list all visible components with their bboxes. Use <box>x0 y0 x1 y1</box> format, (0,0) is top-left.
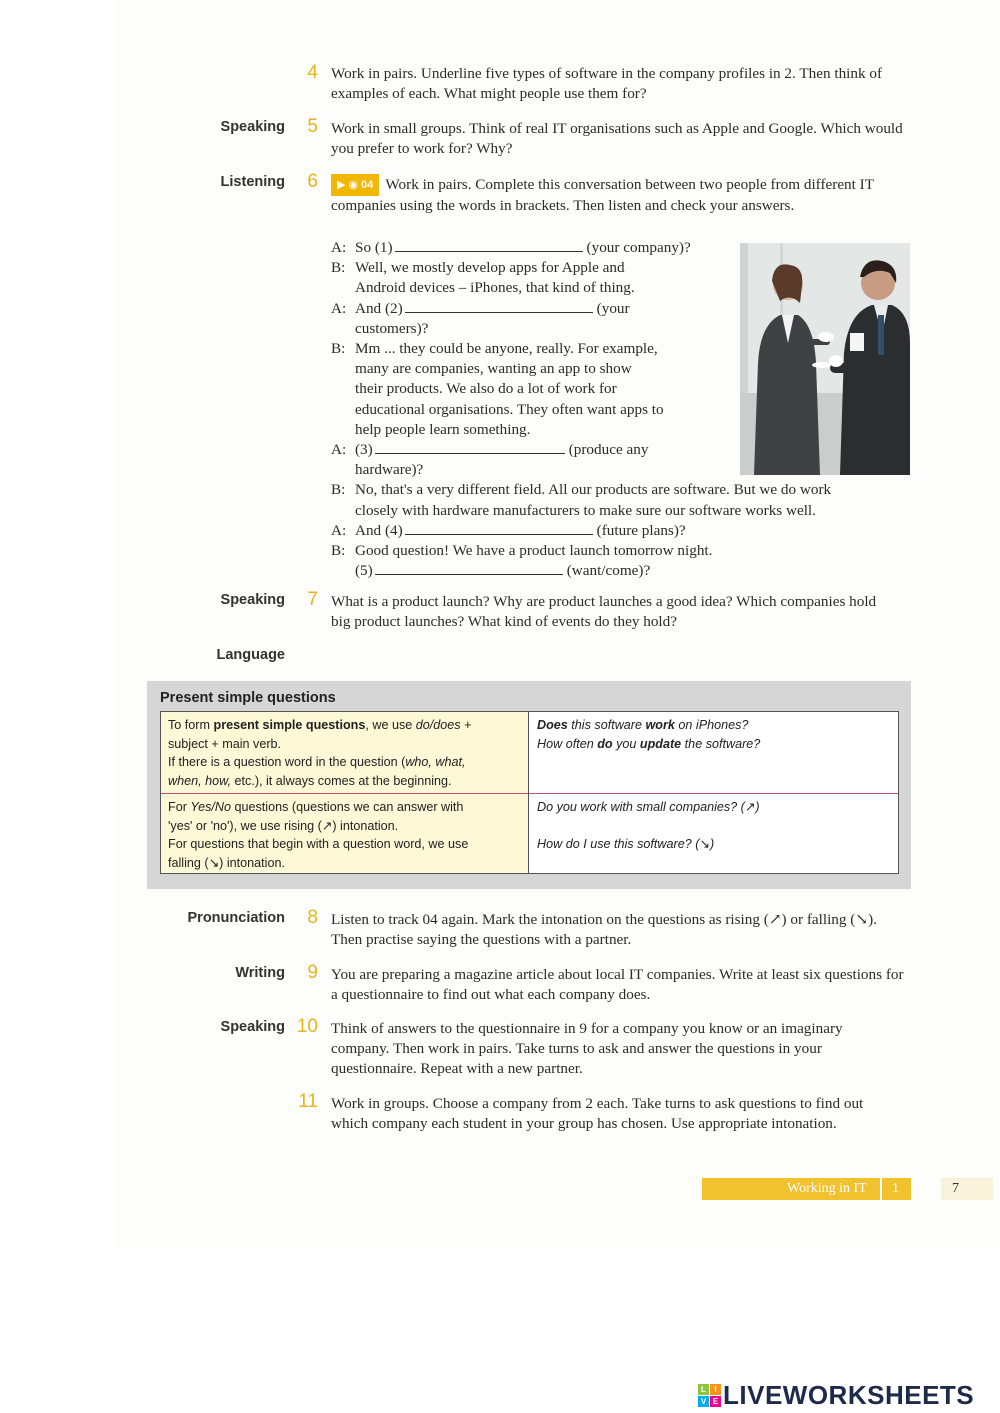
exercise-9-label: Writing <box>235 965 285 981</box>
dialogue-line: B: Mm ... they could be anyone, really. For example, <box>331 340 658 358</box>
answer-blank-5[interactable] <box>375 562 563 575</box>
grammar-box-title: Present simple questions <box>160 690 336 706</box>
exercise-6-text: ▶ ◉ 04 Work in pairs. Complete this conversation between two people from different IT companies using the words in brackets. Then listen and check your answers. <box>331 176 874 214</box>
conversation: A: So (1) (your company)? B: Well, we mostly develop apps for Apple and Android devices – iPhones, that kind of thing. A: And (2) (your customers)? B: Mm ... they could be anyone, really. For example, many are companies, wanting an app to show their products. We also do a lot of work for educational organisations. They often want apps to help people learn something. A: (3) (produce any hardware)? B: No, that's a very different field. All our products are software. But we do work closely with hardware manufacturers to make sure our software works well. A: And (4) (future plans)? B: Good question! We have a product launch tomorrow night. (5) (want/come)? <box>331 239 832 580</box>
dialogue-line: A: (3) (produce any <box>331 441 649 459</box>
exercise-9-number: 9 <box>307 962 318 983</box>
dialogue-line: A: And (2) (your <box>331 299 630 317</box>
answer-blank-1[interactable] <box>395 239 583 252</box>
exercise-10-label: Speaking <box>220 1019 285 1035</box>
dialogue-line: B: Good question! We have a product launch tomorrow night. <box>331 542 713 560</box>
exercise-10-text: Think of answers to the questionnaire in 9 for a company you know or an imaginary company. Then work in pairs. Take turns to ask and answer the questions in your questionnaire. Repeat with a new partner. <box>331 1020 843 1077</box>
liveworksheets-icon: L I V E <box>698 1384 720 1406</box>
answer-blank-3[interactable] <box>375 441 565 454</box>
exercise-9-text: You are preparing a magazine article about local IT companies. Write at least six questions for a questionnaire to find out what each company does. <box>331 966 904 1003</box>
unit-footer-bar <box>702 1178 911 1200</box>
liveworksheets-logo[interactable] <box>698 1378 974 1412</box>
exercise-10-number: 10 <box>296 1016 318 1037</box>
unit-title: Working in IT <box>787 1181 867 1196</box>
grammar-box <box>147 681 911 889</box>
audio-track-badge[interactable]: ▶ ◉ 04 <box>331 174 379 196</box>
unit-number: 1 <box>892 1181 899 1196</box>
answer-blank-2[interactable] <box>405 300 593 313</box>
exercise-6-number: 6 <box>307 171 318 192</box>
grammar-rule-2: For Yes/No questions (questions we can answer with 'yes' or 'no'), we use rising (↗) intonation. For questions that begin with a question word, we use falling (↘) intonation. <box>161 794 528 873</box>
exercise-11-text: Work in groups. Choose a company from 2 each. Take turns to ask questions to find out which company each student in your group has chosen. Use appropriate intonation. <box>331 1095 864 1132</box>
language-label: Language <box>216 647 285 663</box>
dialogue-line: A: So (1) (your company)? <box>331 239 691 256</box>
grammar-table <box>160 711 899 874</box>
business-people-photo <box>740 243 910 475</box>
exercise-8-label: Pronunciation <box>187 910 285 926</box>
exercise-7-label: Speaking <box>220 592 285 608</box>
grammar-example-2: Do you work with small companies? (↗) How do I use this software? (↘) <box>537 800 760 851</box>
exercise-7-number: 7 <box>307 589 318 610</box>
business-people-illustration <box>740 243 910 475</box>
exercise-7-text: What is a product launch? Why are product launches a good idea? Which companies hold big product launches? What kind of events do they hold? <box>331 593 877 630</box>
liveworksheets-wordmark: LIVEWORKSHEETS <box>723 1379 975 1410</box>
dialogue-line: B: Well, we mostly develop apps for Apple and <box>331 259 625 277</box>
footer-separator <box>880 1178 882 1200</box>
grammar-rule-1: To form present simple questions, we use do/does + subject + main verb. If there is a question word in the question (who, what, when, how, etc.), it always comes at the beginning. <box>161 712 528 793</box>
exercise-5-number: 5 <box>307 116 318 137</box>
exercise-6-label: Listening <box>220 174 285 190</box>
page-number: 7 <box>941 1178 993 1200</box>
grammar-example-1: Does this software work on iPhones? How often do you update the software? <box>537 718 761 751</box>
exercise-11-number: 11 <box>298 1091 318 1112</box>
answer-blank-4[interactable] <box>405 522 593 535</box>
exercise-4-text: Work in pairs. Underline five types of software in the company profiles in 2. Then think of examples of each. What might people use them for? <box>331 65 883 102</box>
dialogue-line: B: No, that's a very different field. All our products are software. But we do work <box>331 481 832 499</box>
exercise-8-text: Listen to track 04 again. Mark the intonation on the questions as rising (↗) or falling (↘). Then practise saying the questions with a partner. <box>331 911 877 948</box>
dialogue-line: A: And (4) (future plans)? <box>331 521 686 539</box>
exercise-5-label: Speaking <box>220 119 285 135</box>
exercise-8-number: 8 <box>307 907 318 928</box>
exercise-5-text: Work in small groups. Think of real IT organisations such as Apple and Google. Which would you prefer to work for? Why? <box>331 120 903 157</box>
exercise-4-number: 4 <box>307 62 318 83</box>
